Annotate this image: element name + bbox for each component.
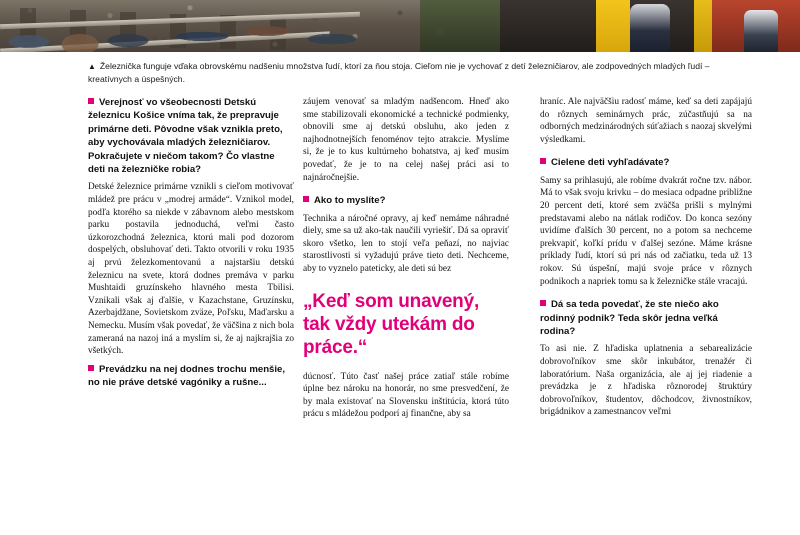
column-two-paragraph-2: Technika a náročné opravy, aj keď nemáme náhradné diely, sme sa už ako-tak naučili vyriešiť. Dá sa opraviť skoro všetko, len to stojí veľa peňazí, no najviac starostlivosti si vyžadujú práve tieto deti. Nechceme, aby to vyznelo pateticky, ale deti sú bez <box>303 213 509 274</box>
interview-question-2 <box>88 363 294 390</box>
column-three <box>540 96 752 535</box>
question-marker-icon <box>540 300 546 306</box>
article-columns <box>0 96 800 535</box>
photo-grass <box>420 0 510 52</box>
pull-quote: „Keď som unavený, tak vždy utekám do práce.“ <box>303 290 480 358</box>
question-marker-icon <box>540 158 546 164</box>
interview-question-2-text: Prevádzku na nej dodnes trochu menšie, no nie práve detské vagóniky a rušne... <box>88 363 286 389</box>
photo-children-group <box>0 0 160 52</box>
question-marker-icon <box>88 365 94 371</box>
photo-caption-text: Železnička funguje vďaka obrovskému nadšeniu množstva ľudí, ktorí za ňou stoja. Cieľom nie je vychovať z detí železničiarov, ale zodpovedných mladých ľudí – kreatívnych a úspešných. <box>88 61 710 84</box>
photo-people-group <box>150 0 410 52</box>
column-two-paragraph-3: dúcnosť. Túto časť našej práce zatiaľ stále robíme úplne bez nároku na honorár, no sme presvedčení, že by mala existovať na Slovensku inštitúcia, ktorá túto prácu s mládežou podporí aj finančne, aby sa <box>303 371 509 420</box>
photo-railway-worker <box>744 10 778 52</box>
interview-question-5-text: Dá sa teda povedať, že ste niečo ako rodinný podnik? Teda skôr jedna veľká rodina? <box>540 299 719 337</box>
column-three-paragraph-2: Samy sa prihlasujú, ale robíme dvakrát ročne tzv. nábor. Má to však svoju krivku – do mesiaca odpadne približne 20 percent detí, ktoré sem zväčša prišli s mylnými predstavami alebo na nátlak rodičov. Do konca sezóny uvidíme ďalších 30 percent, no a potom sa nechceme prekvapiť, koľkí prídu v ďalšej sezóne. Máme krásne príklady ľudí, ktorí sú pri nás od začiatku, teda už 13 rokov. Sú úspešní, majú svoje práce v rôznych podnikoch a napriek tomu sa k železničke stále vracajú. <box>540 175 752 287</box>
column-two <box>303 96 509 535</box>
column-one-paragraph-1: Detské železnice primárne vznikli s cieľom motivovať mládež pre prácu v „modrej armáde“. Vznikol model, podľa ktorého sa niekde v zábavnom alebo mestskom parku postavila jednoduchá, veľmi často úzkorozchodná železnica, ktorú mali pod dozorom dospelých, obsluhovať deti. Takto otvorili v roku 1935 aj prvú železkomentovanú a najstaršiu detskú železnicu na svete, ktorá dodnes premáva v parku Mushtaidi gruzínskeho hlavného mesta Tbilisi. Vznikali však aj ďalšie, v Kazachstane, Gruzínsku, Azerbajdžane, Sovietskom zväze, Poľsku, Maďarsku a Nemecku. Musím však povedať, že väčšina z nich bola zameraná na nazoj iná a myslím si, že aj najkrajšia zo všetkých. <box>88 182 294 357</box>
photo-yellow-machine <box>596 0 630 52</box>
interview-question-3-text: Ako to myslíte? <box>314 195 386 207</box>
column-one <box>88 96 294 535</box>
photo-railway-worker <box>630 4 670 52</box>
column-three-paragraph-1: hraníc. Ale najväčšiu radosť máme, keď sa deti zapájajú do rôznych seminárnych prác, zúčastňujú sa na odborných medzinárodných súťažiach s naozaj skvelými výsledkami. <box>540 97 752 145</box>
column-two-paragraph-1: záujem venovať sa mladým nadšencom. Hneď ako sme stabilizovali ekonomické a technické podmienky, obnovili sme aj detskú obsluhu, ako jeden z najhodnotnejších fenoménov tejto atrakcie. Myslíme si, že je to kus kultúrneho bohatstva, aj keď musím povedať, že je to na celej našej práci asi to najnáročnejšie. <box>303 97 509 183</box>
interview-question-5 <box>540 298 752 338</box>
photo-railway-scene <box>0 0 800 52</box>
triangle-marker-icon: ▲ <box>88 62 96 71</box>
photo-caption <box>88 60 728 86</box>
interview-question-1-text: Verejnosť vo všeobecnosti Detskú železnicu Košice vníma tak, že prepravuje primárne deti. Pôvodne však vznikla preto, aby vychovávala mladých železničiarov. Pokračujete v niečom takom? Čo vlastne deti na železničke robia? <box>88 97 283 176</box>
interview-question-3 <box>303 194 509 207</box>
question-marker-icon <box>88 98 94 104</box>
interview-question-4-text: Cielene deti vyhľadávate? <box>551 157 670 169</box>
header-photo <box>0 0 800 52</box>
question-marker-icon <box>303 196 309 202</box>
photo-yellow-post <box>694 0 712 52</box>
interview-question-1 <box>88 96 294 176</box>
interview-question-4 <box>540 156 752 169</box>
column-three-paragraph-3: To asi nie. Z hľadiska uplatnenia a sebarealizácie dobrovoľníkov sme skôr inkubátor, trenažér či laboratórium. Naša organizácia, ale aj jej riadenie a prevádzka je z hľadiska rôznorodej štruktúry dobrovoľníkov, študentov, dôchodcov, živnostníkov, brigádnikov a zamestnancov veľmi <box>540 344 752 418</box>
